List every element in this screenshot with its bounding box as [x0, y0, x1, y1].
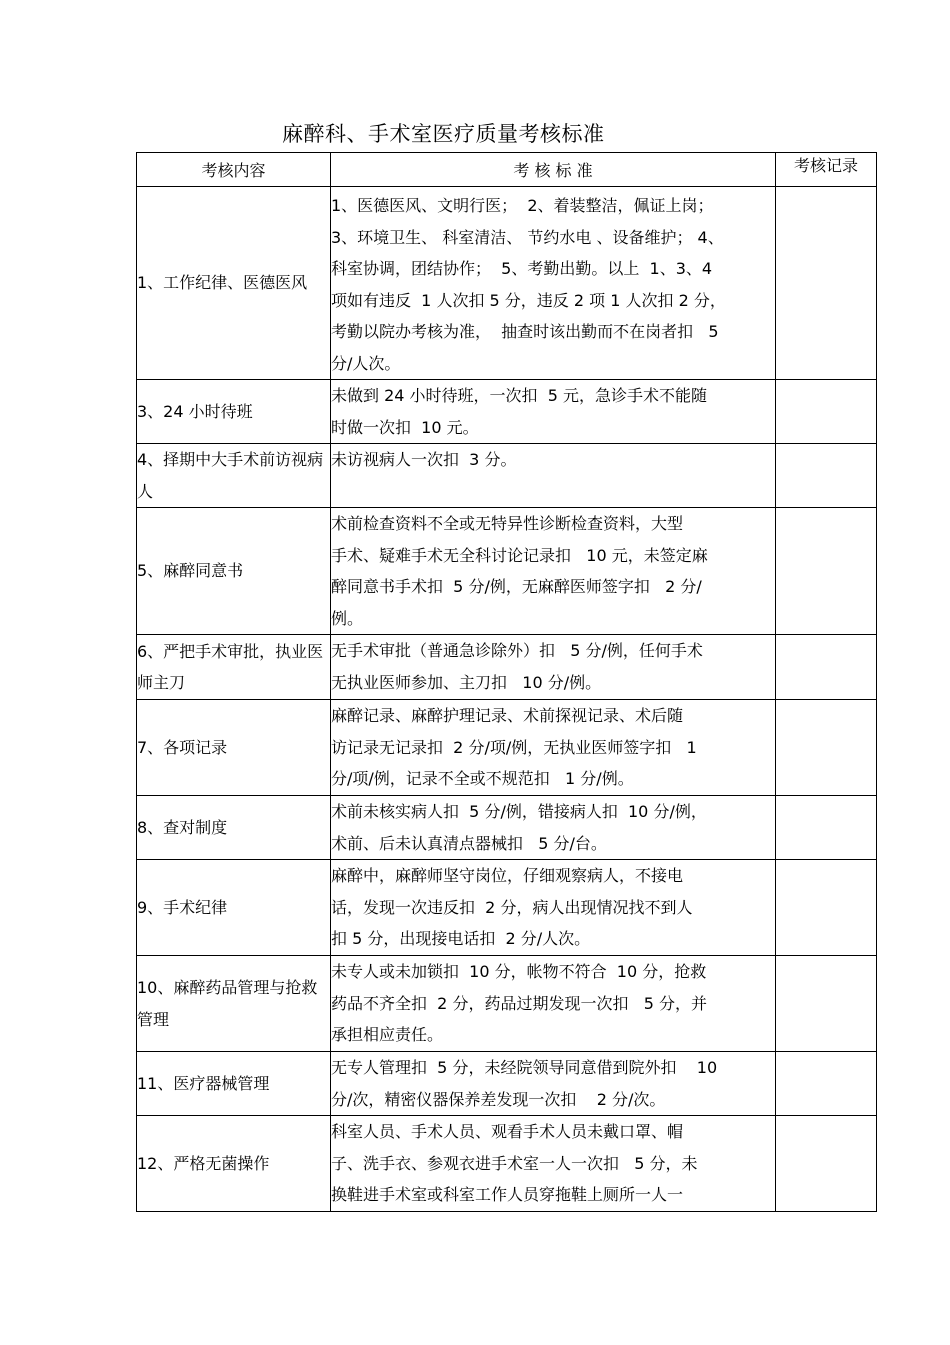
criteria-line: 话，发现一次违反扣 2 分，病人出现情况找不到人 [331, 897, 693, 917]
item-cell: 1、工作纪律、医德医风 [137, 187, 331, 380]
criteria-line: 术前未核实病人扣 5 分/例，错接病人扣 10 分/例， [331, 802, 707, 821]
record-cell[interactable] [776, 796, 877, 860]
header-content: 考核内容 [137, 153, 331, 187]
table-row [137, 700, 877, 796]
criteria-line: 承担相应责任。 [331, 1025, 444, 1044]
criteria-line: 分/人次。 [331, 353, 401, 373]
criteria-line: 访记录无记录扣 2 分/项/例，无执业医师签字扣 1 [331, 737, 697, 757]
item-cell: 4、择期中大手术前访视病人 [137, 444, 331, 508]
record-cell[interactable] [776, 860, 877, 956]
record-cell[interactable] [776, 956, 877, 1052]
criteria-line: 麻醉记录、麻醉护理记录、术前探视记录、术后随 [331, 706, 684, 725]
table-row [137, 380, 877, 444]
table-row [137, 508, 877, 635]
header-standard: 考 核 标 准 [331, 153, 776, 187]
record-cell[interactable] [776, 1116, 877, 1212]
record-cell[interactable] [776, 444, 877, 508]
criteria-cell [331, 635, 776, 700]
table-header-row [137, 153, 877, 187]
item-cell: 6、严把手术审批，执业医师主刀 [137, 635, 331, 700]
criteria-cell [331, 796, 776, 860]
document-title: 麻醉科、手术室医疗质量考核标准 [282, 122, 605, 146]
item-cell: 3、24 小时待班 [137, 380, 331, 444]
record-cell[interactable] [776, 187, 877, 380]
criteria-line: 麻醉中，麻醉师坚守岗位，仔细观察病人，不接电 [331, 866, 684, 885]
criteria-line: 扣 5 分，出现接电话扣 2 分/人次。 [331, 929, 591, 948]
record-cell[interactable] [776, 508, 877, 635]
table-row [137, 1052, 877, 1116]
criteria-line: 科室协调，团结协作； 5、考勤出勤。以上 1、3、4 [331, 259, 713, 278]
criteria-cell [331, 700, 776, 796]
criteria-line: 子、洗手衣、参观衣进手术室一人一次扣 5 分，未 [331, 1153, 698, 1173]
criteria-line: 3、环境卫生、 科室清洁、 节约水电 、设备维护； 4、 [331, 227, 724, 247]
item-cell: 8、查对制度 [137, 796, 331, 860]
record-cell[interactable] [776, 1052, 877, 1116]
criteria-line: 术前检查资料不全或无特异性诊断检查资料，大型 [331, 514, 684, 533]
criteria-line: 分/次，精密仪器保养差发现一次扣 2 分/次。 [331, 1089, 666, 1109]
criteria-line: 项如有违反 1 人次扣 5 分，违反 2 项 1 人次扣 2 分， [331, 290, 726, 310]
header-record: 考核记录 [776, 153, 877, 187]
criteria-line: 换鞋进手术室或科室工作人员穿拖鞋上厕所一人一 [331, 1185, 684, 1204]
criteria-line: 时做一次扣 10 元。 [331, 417, 479, 437]
table-row [137, 956, 877, 1052]
criteria-cell [331, 860, 776, 956]
criteria-line: 术前、后未认真清点器械扣 5 分/台。 [331, 833, 607, 853]
table-row [137, 1116, 877, 1212]
criteria-cell [331, 956, 776, 1052]
table-row [137, 187, 877, 380]
criteria-cell [331, 1052, 776, 1116]
assessment-table [136, 152, 877, 1212]
record-cell[interactable] [776, 700, 877, 796]
table-row [137, 444, 877, 508]
criteria-cell [331, 444, 776, 508]
criteria-line: 无执业医师参加、主刀扣 10 分/例。 [331, 672, 602, 692]
criteria-cell [331, 380, 776, 444]
criteria-cell [331, 1116, 776, 1212]
item-cell: 5、麻醉同意书 [137, 508, 331, 635]
record-cell[interactable] [776, 380, 877, 444]
criteria-line: 考勤以院办考核为准， 抽查时该出勤而不在岗者扣 5 [331, 322, 719, 341]
table-row [137, 796, 877, 860]
item-cell: 11、医疗器械管理 [137, 1052, 331, 1116]
table-row [137, 635, 877, 700]
item-cell: 12、严格无菌操作 [137, 1116, 331, 1212]
item-cell: 10、麻醉药品管理与抢救管理 [137, 956, 331, 1052]
item-cell: 7、各项记录 [137, 700, 331, 796]
criteria-line: 1、医德医风、文明行医； 2、着装整洁，佩证上岗； [331, 196, 714, 215]
table-row [137, 860, 877, 956]
criteria-line: 无专人管理扣 5 分，未经院领导同意借到院外扣 10 [331, 1058, 718, 1077]
criteria-line: 科室人员、手术人员、观看手术人员未戴口罩、帽 [331, 1122, 684, 1141]
criteria-cell [331, 508, 776, 635]
criteria-line: 药品不齐全扣 2 分，药品过期发现一次扣 5 分，并 [331, 993, 707, 1013]
criteria-line: 分/项/例，记录不全或不规范扣 1 分/例。 [331, 769, 634, 788]
criteria-line: 未专人或未加锁扣 10 分，帐物不符合 10 分，抢救 [331, 962, 707, 981]
criteria-line: 无手术审批（普通急诊除外）扣 5 分/例，任何手术 [331, 641, 703, 660]
criteria-cell [331, 187, 776, 380]
item-cell: 9、手术纪律 [137, 860, 331, 956]
criteria-line: 醉同意书手术扣 5 分/例，无麻醉医师签字扣 2 分/ [331, 577, 702, 596]
criteria-line: 未做到 24 小时待班，一次扣 5 元，急诊手术不能随 [331, 386, 707, 405]
criteria-line: 手术、疑难手术无全科讨论记录扣 10 元，未签定麻 [331, 545, 708, 565]
criteria-line: 未访视病人一次扣 3 分。 [331, 450, 517, 469]
criteria-line: 例。 [331, 608, 364, 628]
record-cell[interactable] [776, 635, 877, 700]
